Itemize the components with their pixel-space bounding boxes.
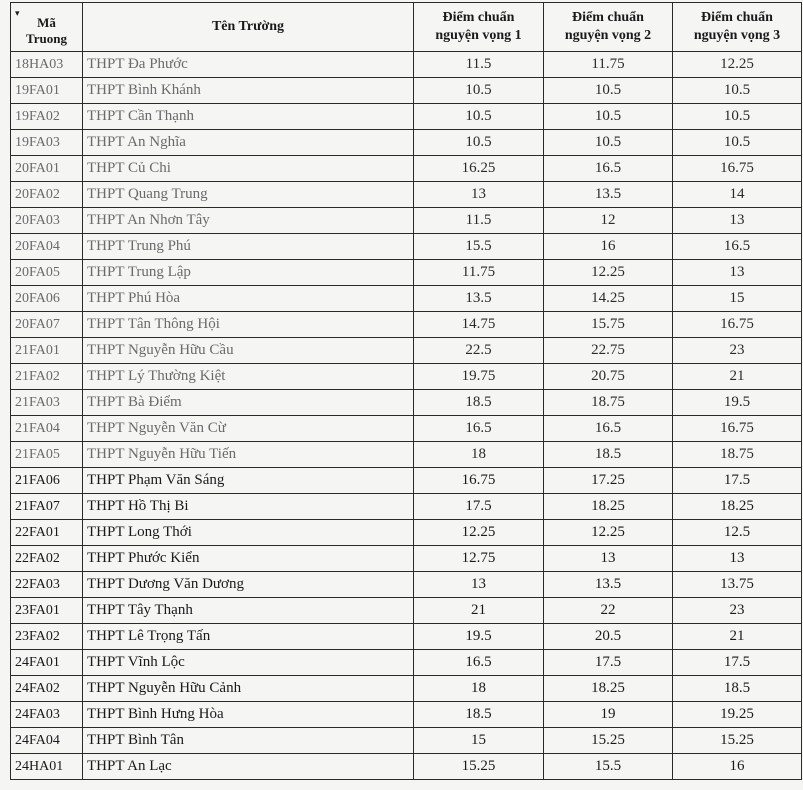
cell-school-code: 23FA02 — [11, 624, 83, 650]
table-row — [11, 130, 802, 156]
cell-school-name: THPT Hồ Thị Bi — [83, 494, 414, 520]
table-row — [11, 728, 802, 754]
cell-school-code: 21FA04 — [11, 416, 83, 442]
cell-school-name: THPT Nguyễn Hữu Cầu — [83, 338, 414, 364]
table-header-row — [11, 3, 802, 52]
cell-school-name: THPT Lê Trọng Tấn — [83, 624, 414, 650]
cell-nv1-score: 12.25 — [414, 520, 544, 546]
cell-nv1-score: 10.5 — [414, 130, 544, 156]
cell-nv1-score: 19.75 — [414, 364, 544, 390]
header-nv3 — [673, 3, 802, 52]
cell-nv3-score: 15.25 — [673, 728, 802, 754]
table-row — [11, 338, 802, 364]
table-row — [11, 234, 802, 260]
cell-nv1-score: 19.5 — [414, 624, 544, 650]
cell-nv1-score: 18 — [414, 442, 544, 468]
cell-nv3-score: 13.75 — [673, 572, 802, 598]
cell-nv3-score: 19.25 — [673, 702, 802, 728]
cell-nv2-score: 14.25 — [544, 286, 673, 312]
table-body — [11, 52, 802, 780]
cell-school-code: 21FA05 — [11, 442, 83, 468]
cell-school-code: 19FA01 — [11, 78, 83, 104]
cell-school-name: THPT Bình Khánh — [83, 78, 414, 104]
cell-school-code: 24FA02 — [11, 676, 83, 702]
cell-school-name: THPT Cần Thạnh — [83, 104, 414, 130]
cell-nv2-score: 12 — [544, 208, 673, 234]
cell-school-name: THPT Quang Trung — [83, 182, 414, 208]
cell-nv2-score: 13 — [544, 546, 673, 572]
cell-nv1-score: 15.25 — [414, 754, 544, 780]
cell-school-name: THPT Nguyễn Văn Cừ — [83, 416, 414, 442]
cell-nv3-score: 19.5 — [673, 390, 802, 416]
cell-nv2-score: 10.5 — [544, 104, 673, 130]
cell-nv2-score: 20.75 — [544, 364, 673, 390]
cell-school-code: 22FA01 — [11, 520, 83, 546]
cell-nv2-score: 15.5 — [544, 754, 673, 780]
cell-nv2-score: 16 — [544, 234, 673, 260]
cell-nv1-score: 12.75 — [414, 546, 544, 572]
header-school-code — [11, 3, 83, 52]
cell-school-code: 20FA05 — [11, 260, 83, 286]
table-row — [11, 754, 802, 780]
cell-nv2-score: 18.25 — [544, 494, 673, 520]
cell-school-name: THPT Long Thới — [83, 520, 414, 546]
cell-nv3-score: 10.5 — [673, 104, 802, 130]
filter-arrow-icon: ▾ — [15, 8, 20, 18]
cell-nv2-score: 20.5 — [544, 624, 673, 650]
cell-school-code: 18HA03 — [11, 52, 83, 78]
cell-nv2-score: 11.75 — [544, 52, 673, 78]
table-row — [11, 624, 802, 650]
cell-nv2-score: 18.75 — [544, 390, 673, 416]
cell-school-name: THPT Phước Kiển — [83, 546, 414, 572]
cell-school-name: THPT Trung Phú — [83, 234, 414, 260]
cell-nv3-score: 10.5 — [673, 78, 802, 104]
cell-school-name: THPT Phú Hòa — [83, 286, 414, 312]
cell-nv2-score: 17.5 — [544, 650, 673, 676]
cell-school-name: THPT Lý Thường Kiệt — [83, 364, 414, 390]
cell-nv1-score: 10.5 — [414, 104, 544, 130]
table-row — [11, 390, 802, 416]
cell-nv1-score: 11.75 — [414, 260, 544, 286]
cell-nv3-score: 17.5 — [673, 468, 802, 494]
cell-school-code: 24FA03 — [11, 702, 83, 728]
cell-school-name: THPT Dương Văn Dương — [83, 572, 414, 598]
cell-nv3-score: 17.5 — [673, 650, 802, 676]
table-row — [11, 494, 802, 520]
cell-school-code: 20FA07 — [11, 312, 83, 338]
header-school-code-label: Mã Truong — [26, 15, 67, 46]
cell-nv3-score: 12.25 — [673, 52, 802, 78]
cell-nv1-score: 21 — [414, 598, 544, 624]
cell-school-code: 20FA01 — [11, 156, 83, 182]
cell-nv3-score: 16.75 — [673, 416, 802, 442]
cell-school-code: 21FA06 — [11, 468, 83, 494]
cell-school-code: 22FA02 — [11, 546, 83, 572]
cell-school-code: 21FA03 — [11, 390, 83, 416]
cell-nv3-score: 23 — [673, 338, 802, 364]
cell-nv1-score: 13 — [414, 572, 544, 598]
table-row — [11, 546, 802, 572]
cell-nv1-score: 17.5 — [414, 494, 544, 520]
cell-nv2-score: 13.5 — [544, 182, 673, 208]
header-nv2-label: Điểm chuẩn nguyện vọng 2 — [564, 10, 652, 43]
cell-nv2-score: 22.75 — [544, 338, 673, 364]
cell-nv3-score: 18.25 — [673, 494, 802, 520]
cell-school-code: 22FA03 — [11, 572, 83, 598]
cell-nv3-score: 23 — [673, 598, 802, 624]
table-row — [11, 78, 802, 104]
cell-nv2-score: 18.5 — [544, 442, 673, 468]
cell-nv3-score: 13 — [673, 208, 802, 234]
admission-scores-table — [10, 2, 802, 780]
cell-nv2-score: 15.75 — [544, 312, 673, 338]
cell-school-name: THPT Vĩnh Lộc — [83, 650, 414, 676]
cell-school-name: THPT An Lạc — [83, 754, 414, 780]
table-row — [11, 572, 802, 598]
cell-nv1-score: 16.5 — [414, 650, 544, 676]
cell-nv3-score: 21 — [673, 364, 802, 390]
cell-school-name: THPT An Nghĩa — [83, 130, 414, 156]
cell-school-name: THPT Phạm Văn Sáng — [83, 468, 414, 494]
cell-school-code: 20FA04 — [11, 234, 83, 260]
cell-nv3-score: 12.5 — [673, 520, 802, 546]
cell-nv3-score: 15 — [673, 286, 802, 312]
cell-school-name: THPT Trung Lập — [83, 260, 414, 286]
cell-school-code: 24FA04 — [11, 728, 83, 754]
table-row — [11, 104, 802, 130]
header-nv2 — [544, 3, 673, 52]
table-row — [11, 182, 802, 208]
table-row — [11, 676, 802, 702]
table-row — [11, 468, 802, 494]
cell-nv3-score: 14 — [673, 182, 802, 208]
cell-nv1-score: 16.25 — [414, 156, 544, 182]
cell-nv1-score: 11.5 — [414, 208, 544, 234]
cell-nv1-score: 13.5 — [414, 286, 544, 312]
cell-school-name: THPT Đa Phước — [83, 52, 414, 78]
cell-nv3-score: 16.5 — [673, 234, 802, 260]
cell-nv1-score: 10.5 — [414, 78, 544, 104]
cell-nv3-score: 21 — [673, 624, 802, 650]
cell-nv1-score: 11.5 — [414, 52, 544, 78]
table-row — [11, 156, 802, 182]
cell-school-name: THPT Bình Tân — [83, 728, 414, 754]
cell-school-code: 20FA03 — [11, 208, 83, 234]
table-row — [11, 364, 802, 390]
cell-school-name: THPT Bình Hưng Hòa — [83, 702, 414, 728]
cell-school-name: THPT Nguyễn Hữu Cảnh — [83, 676, 414, 702]
cell-school-code: 20FA06 — [11, 286, 83, 312]
cell-nv2-score: 19 — [544, 702, 673, 728]
table-row — [11, 312, 802, 338]
header-school-name: Tên Trường — [83, 3, 414, 52]
cell-nv2-score: 10.5 — [544, 130, 673, 156]
cell-nv1-score: 22.5 — [414, 338, 544, 364]
cell-nv1-score: 16.5 — [414, 416, 544, 442]
cell-nv2-score: 17.25 — [544, 468, 673, 494]
header-nv1 — [414, 3, 544, 52]
cell-school-name: THPT An Nhơn Tây — [83, 208, 414, 234]
cell-nv3-score: 16 — [673, 754, 802, 780]
cell-school-code: 24HA01 — [11, 754, 83, 780]
cell-nv2-score: 15.25 — [544, 728, 673, 754]
cell-school-code: 21FA07 — [11, 494, 83, 520]
cell-school-name: THPT Nguyễn Hữu Tiến — [83, 442, 414, 468]
cell-school-code: 24FA01 — [11, 650, 83, 676]
table-row — [11, 442, 802, 468]
cell-nv1-score: 16.75 — [414, 468, 544, 494]
cell-nv2-score: 12.25 — [544, 260, 673, 286]
cell-nv1-score: 14.75 — [414, 312, 544, 338]
table-row — [11, 208, 802, 234]
cell-nv1-score: 15.5 — [414, 234, 544, 260]
table-row — [11, 650, 802, 676]
cell-nv2-score: 12.25 — [544, 520, 673, 546]
table-row — [11, 286, 802, 312]
cell-school-name: THPT Củ Chi — [83, 156, 414, 182]
cell-school-name: THPT Bà Điểm — [83, 390, 414, 416]
table-row — [11, 598, 802, 624]
table-row — [11, 520, 802, 546]
table-row — [11, 260, 802, 286]
cell-nv2-score: 16.5 — [544, 416, 673, 442]
table-row — [11, 702, 802, 728]
cell-school-code: 21FA02 — [11, 364, 83, 390]
cell-school-code: 21FA01 — [11, 338, 83, 364]
cell-nv1-score: 18.5 — [414, 702, 544, 728]
cell-nv3-score: 10.5 — [673, 130, 802, 156]
header-nv3-label: Điểm chuẩn nguyện vọng 3 — [693, 10, 781, 43]
cell-nv3-score: 18.5 — [673, 676, 802, 702]
cell-nv3-score: 13 — [673, 260, 802, 286]
cell-school-code: 19FA03 — [11, 130, 83, 156]
cell-nv1-score: 13 — [414, 182, 544, 208]
cell-school-code: 20FA02 — [11, 182, 83, 208]
cell-school-name: THPT Tân Thông Hội — [83, 312, 414, 338]
cell-school-code: 19FA02 — [11, 104, 83, 130]
cell-nv2-score: 10.5 — [544, 78, 673, 104]
cell-nv1-score: 18.5 — [414, 390, 544, 416]
cell-school-name: THPT Tây Thạnh — [83, 598, 414, 624]
cell-nv2-score: 22 — [544, 598, 673, 624]
table-row — [11, 416, 802, 442]
header-nv1-label: Điểm chuẩn nguyện vọng 1 — [435, 10, 522, 43]
cell-nv1-score: 18 — [414, 676, 544, 702]
cell-nv2-score: 13.5 — [544, 572, 673, 598]
cell-nv1-score: 15 — [414, 728, 544, 754]
cell-nv3-score: 13 — [673, 546, 802, 572]
cell-school-code: 23FA01 — [11, 598, 83, 624]
cell-nv3-score: 16.75 — [673, 312, 802, 338]
cell-nv3-score: 16.75 — [673, 156, 802, 182]
cell-nv2-score: 16.5 — [544, 156, 673, 182]
cell-nv3-score: 18.75 — [673, 442, 802, 468]
cell-nv2-score: 18.25 — [544, 676, 673, 702]
table-row — [11, 52, 802, 78]
